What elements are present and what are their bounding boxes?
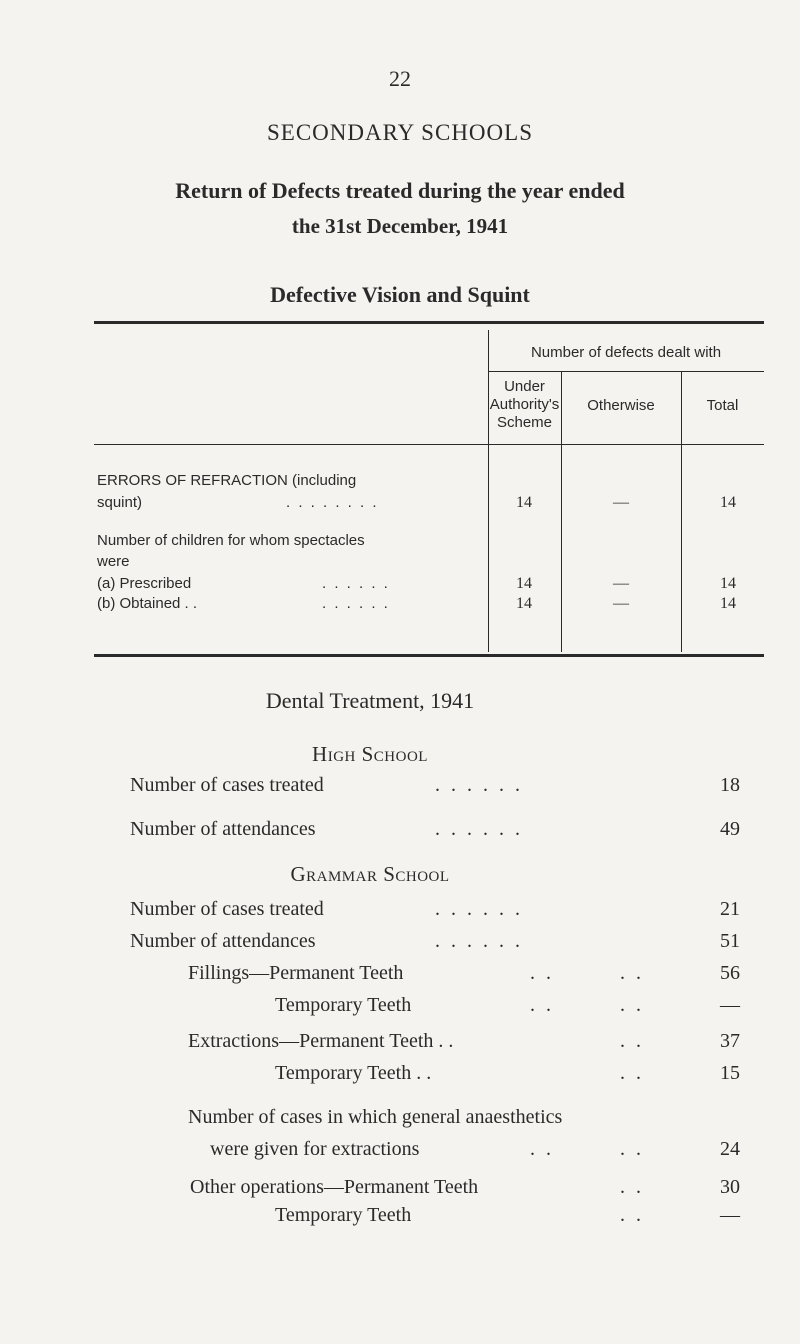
row-label-refraction: ERRORS OF REFRACTION (including [97, 472, 357, 489]
cell-value: 14 [516, 595, 532, 612]
leader-dots: . . [530, 994, 554, 1016]
cell-value: — [613, 575, 629, 592]
list-item [130, 898, 740, 928]
list-item [130, 1062, 740, 1092]
cell-value: 14 [720, 575, 736, 592]
leader-dots: . . . . . . . . [286, 494, 379, 511]
grammar-school-title: Grammar School [290, 862, 450, 886]
list-item [130, 1204, 740, 1234]
leader-dots: . . [530, 1138, 554, 1160]
row-value: 30 [720, 1176, 740, 1198]
row-label-refraction-cont: squint) [97, 494, 143, 511]
row-value: 37 [720, 1030, 740, 1052]
cell-value: 14 [516, 494, 532, 511]
leader-dots: . . . . . . [435, 930, 523, 952]
leader-dots: . . [620, 962, 644, 984]
header-bottom-rule [94, 444, 764, 445]
row-value: 15 [720, 1062, 740, 1084]
list-item [130, 1106, 740, 1136]
cell-value: 14 [516, 575, 532, 592]
cell-value: 14 [720, 595, 736, 612]
group-header-rule [488, 371, 764, 372]
row-label: Extractions—Permanent Teeth . . [188, 1030, 454, 1052]
row-label-spectacles: Number of children for whom spectacles [97, 532, 365, 549]
list-item [130, 930, 740, 960]
cell-value: — [613, 494, 629, 511]
leader-dots: . . . . . . [322, 595, 390, 612]
leader-dots: . . . . . . [322, 575, 390, 592]
leader-dots: . . [620, 1176, 644, 1198]
row-value: 21 [720, 898, 740, 920]
subtitle-line-1: Return of Defects treated during the year ended [175, 178, 625, 203]
list-item [130, 962, 740, 992]
page-number: 22 [389, 66, 411, 91]
row-value: — [720, 1204, 740, 1226]
row-value: 49 [720, 818, 740, 840]
high-school-title: High School [312, 742, 428, 766]
cell-value: — [613, 595, 629, 612]
cell-value: 14 [720, 494, 736, 511]
leader-dots: . . . . . . [435, 774, 523, 796]
leader-dots: . . [530, 962, 554, 984]
table-bottom-rule [94, 654, 764, 657]
row-label-prescribed: (a) Prescribed [97, 575, 192, 592]
group-header: Number of defects dealt with [530, 344, 722, 361]
page-heading: SECONDARY SCHOOLS [266, 120, 533, 145]
dental-title: Dental Treatment, 1941 [265, 688, 475, 713]
row-value: — [720, 994, 740, 1016]
row-label: Number of attendances [130, 818, 316, 840]
row-label: Number of attendances [130, 930, 316, 952]
row-label: were given for extractions [210, 1138, 420, 1160]
row-label-spectacles-cont: were [97, 553, 130, 570]
row-label: Temporary Teeth . . [275, 1062, 432, 1084]
row-label: Temporary Teeth [275, 994, 412, 1016]
row-value: 18 [720, 774, 740, 796]
table-top-rule [94, 321, 764, 324]
list-item [130, 1176, 740, 1206]
row-label: Temporary Teeth [275, 1204, 412, 1226]
list-item [130, 1138, 740, 1168]
leader-dots: . . . . . . [435, 818, 523, 840]
row-value: 51 [720, 930, 740, 952]
row-label: Number of cases treated [130, 774, 324, 796]
list-item [130, 1030, 740, 1060]
list-item [130, 774, 740, 804]
column-header-authority: Under Authority's Scheme [489, 378, 560, 431]
list-item [130, 818, 740, 848]
vision-table-title: Defective Vision and Squint [270, 282, 530, 307]
leader-dots: . . [620, 1062, 644, 1084]
leader-dots: . . [620, 1138, 644, 1160]
leader-dots: . . [620, 1204, 644, 1226]
row-value: 24 [720, 1138, 740, 1160]
leader-dots: . . [620, 1030, 644, 1052]
row-label: Number of cases in which general anaesthetics [188, 1106, 563, 1128]
row-label: Fillings—Permanent Teeth [188, 962, 404, 984]
list-item [130, 994, 740, 1024]
row-value: 56 [720, 962, 740, 984]
row-label-obtained: (b) Obtained . . [97, 595, 198, 612]
row-label: Other operations—Permanent Teeth [190, 1176, 479, 1198]
subtitle-line-2: the 31st December, 1941 [291, 214, 509, 238]
column-header-otherwise: Otherwise [587, 397, 655, 414]
leader-dots: . . [620, 994, 644, 1016]
row-label: Number of cases treated [130, 898, 324, 920]
column-header-total: Total [706, 397, 739, 414]
leader-dots: . . . . . . [435, 898, 523, 920]
